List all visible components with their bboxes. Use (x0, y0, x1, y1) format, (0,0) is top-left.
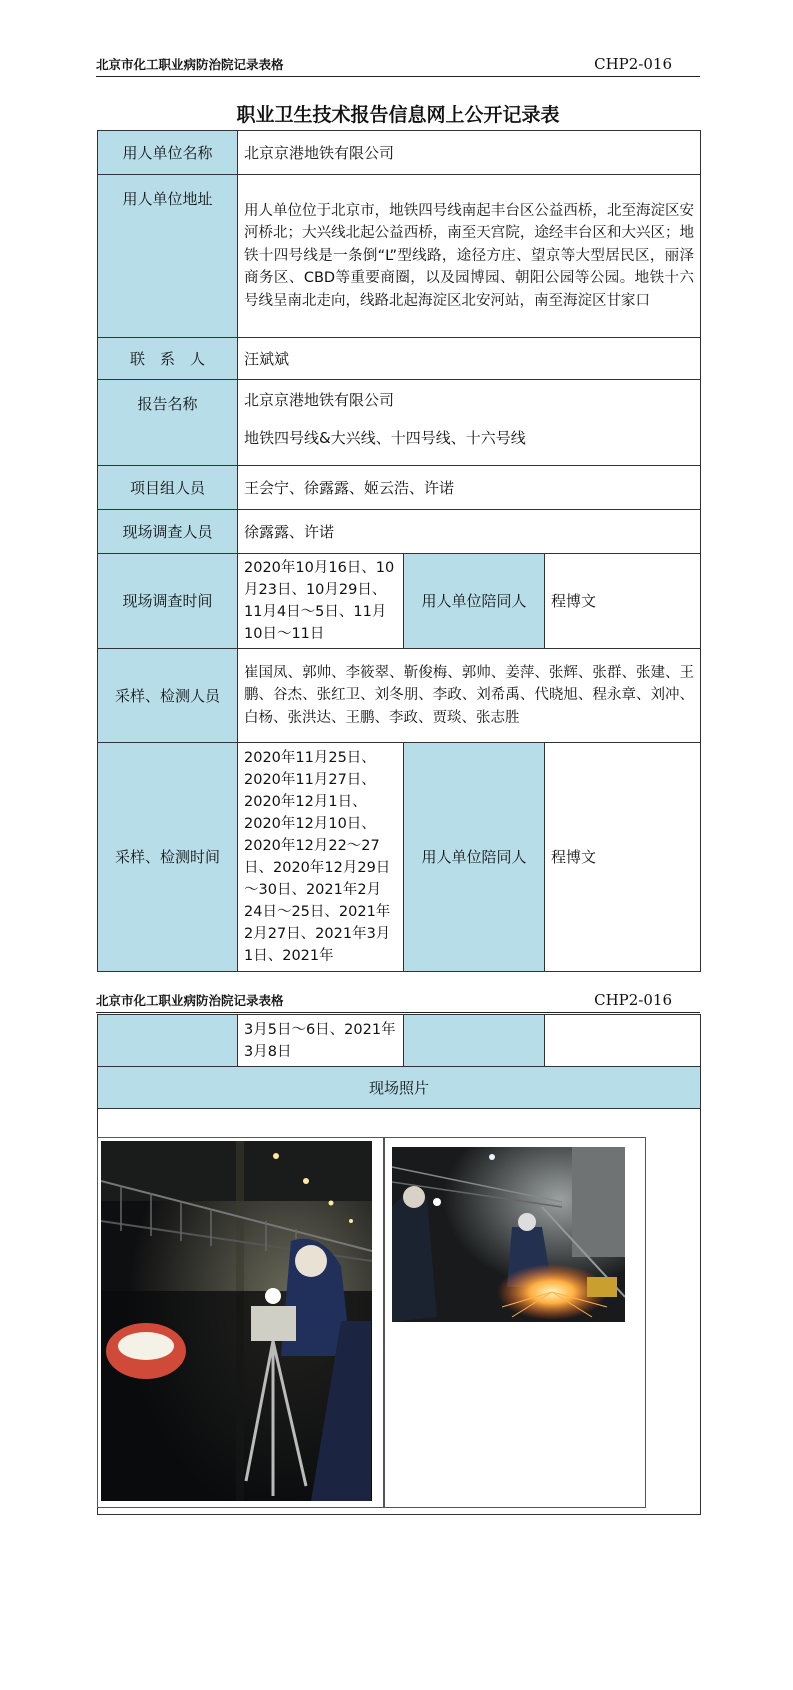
value-contact: 汪斌斌 (238, 338, 701, 380)
tunnel-noise-measurement-photo (101, 1141, 372, 1501)
row-team (98, 466, 701, 510)
photos-label: 现场照片 (98, 1067, 701, 1109)
value-sampling-companion: 程博文 (545, 743, 701, 972)
label-continued-empty (98, 1015, 238, 1067)
label-survey-companion: 用人单位陪同人 (404, 554, 545, 649)
label-sampling-staff: 采样、检测人员 (98, 649, 238, 743)
row-survey-staff (98, 510, 701, 554)
value-sampling-time-cont: 3月5日～6日、2021年3月8日 (238, 1015, 404, 1067)
record-table (97, 130, 701, 972)
value-unit-address: 用人单位位于北京市，地铁四号线南起丰台区公益西桥，北至海淀区安河桥北；大兴线北起公益西桥，南至天宫院，途经丰台区和大兴区；地铁十四号线是一条倒“L”型线路，途径方庄、望京等大型居民区，丽泽商务区、CBD等重要商圈，以及园博园、朝阳公园等公园。地铁十六号线呈南北走向，线路北起海淀区北安河站，南至海淀区甘家口 (238, 175, 701, 338)
report-line-2: 地铁四号线&大兴线、十四号线、十六号线 (244, 429, 526, 447)
label-contact: 联 系 人 (98, 338, 238, 380)
value-unit-name: 北京京港地铁有限公司 (238, 131, 701, 175)
row-photos-header (98, 1067, 701, 1109)
page-header (96, 54, 700, 77)
report-line-1: 北京京港地铁有限公司 (244, 391, 395, 409)
row-sampling-time (98, 743, 701, 972)
page2-header (96, 990, 700, 1013)
header-org: 北京市化工职业病防治院记录表格 (96, 57, 284, 72)
value-report (238, 380, 701, 466)
value-team: 王会宁、徐露露、姬云浩、许诺 (238, 466, 701, 510)
value-companion-empty (545, 1015, 701, 1067)
label-unit-name: 用人单位名称 (98, 131, 238, 175)
label-companion-empty (404, 1015, 545, 1067)
row-contact (98, 338, 701, 380)
label-unit-address: 用人单位地址 (98, 175, 238, 338)
value-survey-time: 2020年10月16日、10月23日、10月29日、11月4日～5日、11月10日～11日 (238, 554, 404, 649)
label-sampling-companion: 用人单位陪同人 (404, 743, 545, 972)
label-survey-time: 现场调查时间 (98, 554, 238, 649)
row-sampling-staff (98, 649, 701, 743)
label-report: 报告名称 (98, 380, 238, 466)
header2-code: CHP2-016 (594, 991, 672, 1009)
tunnel-welding-sparks-photo (392, 1147, 625, 1322)
row-survey-time (98, 554, 701, 649)
header-code: CHP2-016 (594, 55, 672, 73)
row-unit-name (98, 131, 701, 175)
label-sampling-time: 采样、检测时间 (98, 743, 238, 972)
value-sampling-time: 2020年11月25日、2020年11月27日、2020年12月1日、2020年12月10日、2020年12月22～27日、2020年12月29日～30日、2021年2月24日～25日、2021年2月27日、2021年3月1日、2021年 (238, 743, 404, 972)
label-team: 项目组人员 (98, 466, 238, 510)
value-survey-companion: 程博文 (545, 554, 701, 649)
row-unit-address (98, 175, 701, 338)
page-title: 职业卫生技术报告信息网上公开记录表 (236, 104, 560, 126)
header2-org: 北京市化工职业病防治院记录表格 (96, 993, 284, 1008)
value-sampling-staff: 崔国凤、郭帅、李筱翠、靳俊梅、郭帅、姜萍、张辉、张群、张建、王鹏、谷杰、张红卫、刘冬朋、李政、刘希禹、代晓旭、程永章、刘冲、白杨、张洪达、王鹏、李政、贾琰、张志胜 (238, 649, 701, 743)
value-survey-staff: 徐露露、许诺 (238, 510, 701, 554)
row-report (98, 380, 701, 466)
label-survey-staff: 现场调查人员 (98, 510, 238, 554)
row-sampling-time-cont (98, 1015, 701, 1067)
